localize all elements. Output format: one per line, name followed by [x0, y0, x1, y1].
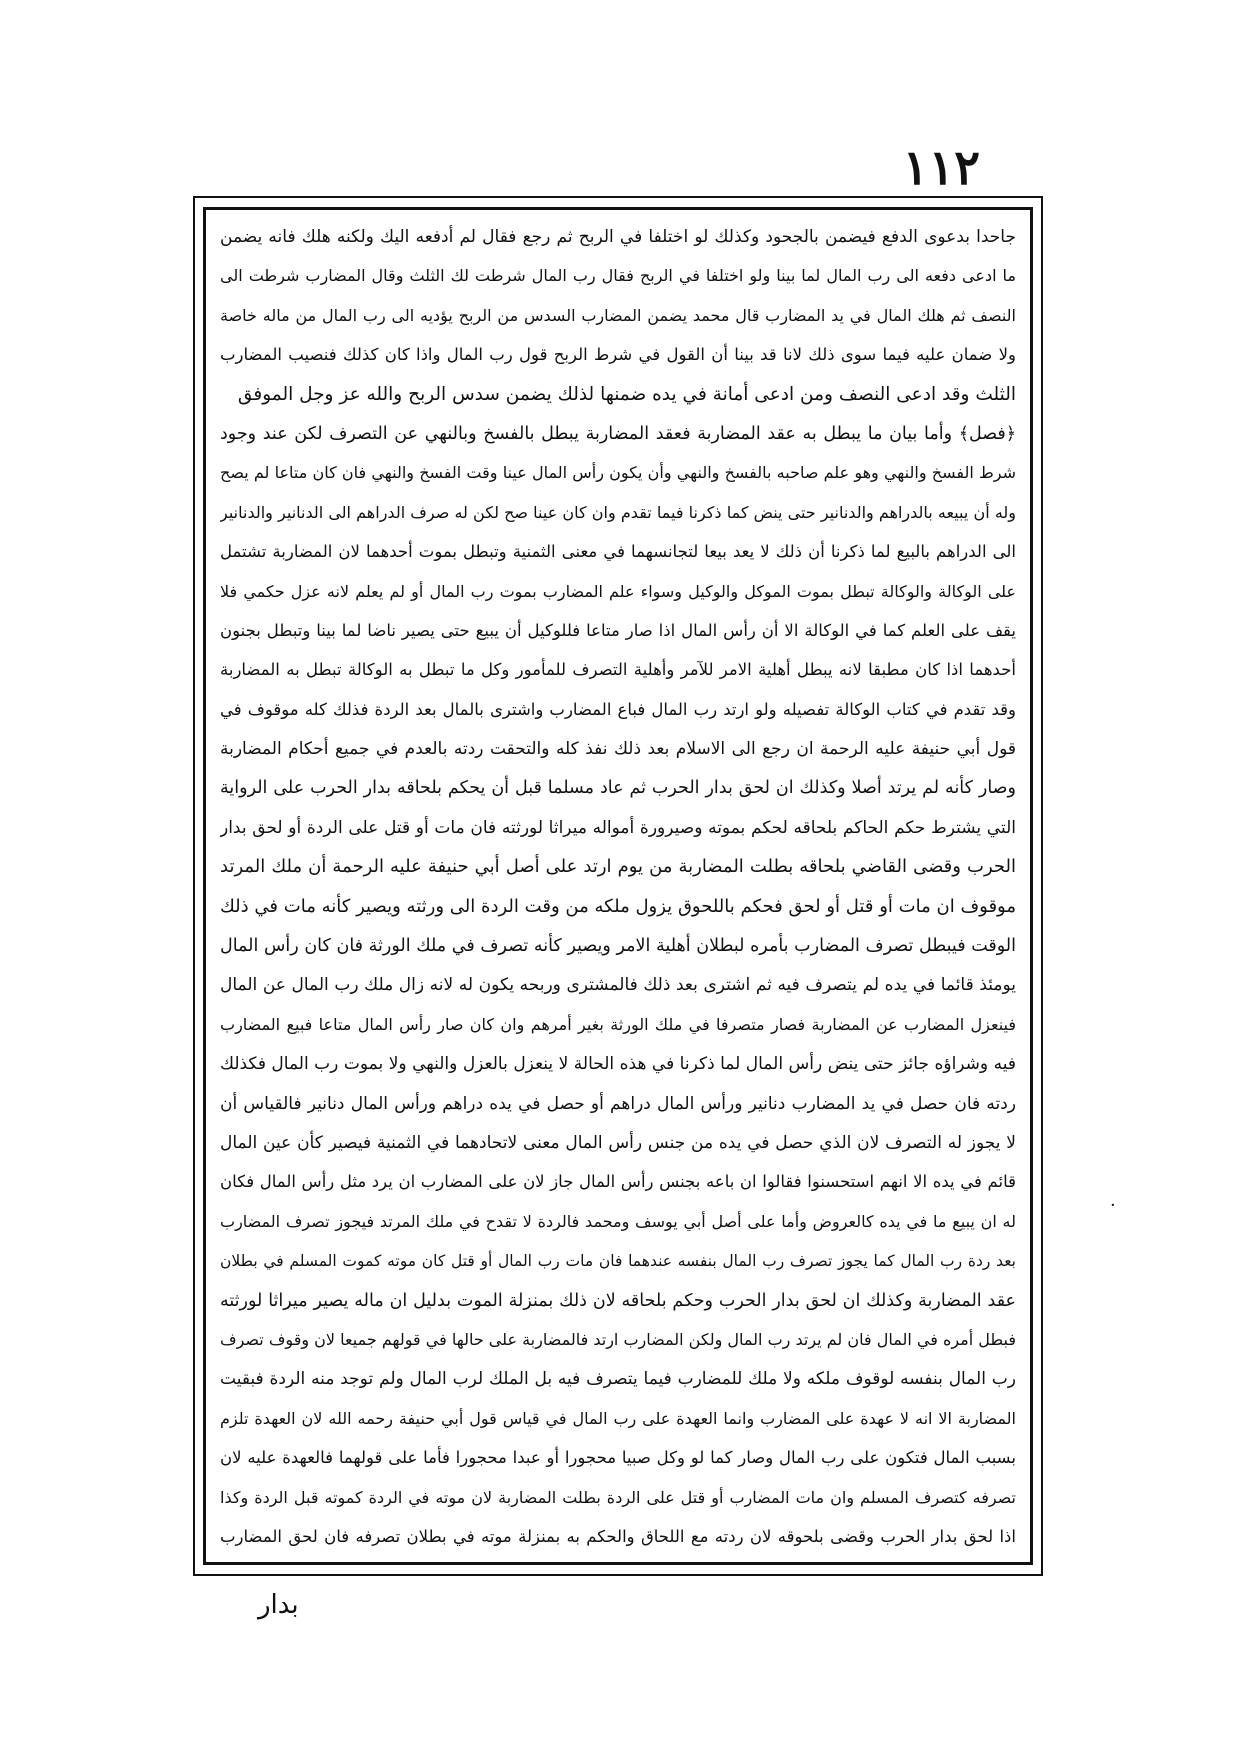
margin-mark: · [1110, 1195, 1116, 1216]
catchword: بدار [258, 1590, 299, 1620]
text-line: على الوكالة والوكالة تبطل بموت الموكل والوكيل وسواء علم المضارب بموت رب المال أو لم يعلم لانه عزل حكمي فلا [220, 581, 1016, 601]
text-line: فيه وشراؤه جائز حتى ينض رأس المال لما ذكرنا في هذه الحالة لا ينعزل بالعزل والنهي ولا بموت رب المال فكذلك [220, 1054, 1016, 1075]
text-line: ما ادعى دفعه الى رب المال لما بينا ولو اختلفا في الربح فقال رب المال شرطت لك الثلث وقال المضارب شرطت الى [220, 266, 1016, 286]
text-line: اذا لحق بدار الحرب وقضى بلحوقه لان ردته مع اللحاق والحكم به بمنزلة موته في بطلان تصرفه فان لحق المضارب [220, 1526, 1016, 1546]
text-line: وصار كأنه لم يرتد أصلا وكذلك ان لحق بدار الحرب ثم عاد مسلما قبل أن يحكم بلحاقه بدار الحرب على الرواية [220, 778, 1016, 799]
text-line: فبطل أمره في المال فان لم يرتد رب المال ولكن المضارب ارتد فالمضاربة على حالها في قولهم جميعا لان وقوف تصرف [220, 1329, 1016, 1349]
text-line: الثلث وقد ادعى النصف ومن ادعى أمانة في يده ضمنها لذلك يضمن سدس الربح والله عز وجل الموفق [237, 383, 1016, 405]
text-line: الحرب وقضى القاضي بلحاقه بطلت المضاربة من يوم ارتد على أصل أبي حنيفة عليه الرحمة أن ملك المرتد [220, 856, 1016, 878]
text-line: لا يجوز له التصرف لان الذي حصل في يده من جنس رأس المال معنى لاتحادهما في الثمنية فيصير كأن عين المال [220, 1132, 1016, 1153]
text-line: تصرفه كتصرف المسلم وان مات المضارب أو قتل على الردة بطلت المضاربة لان موته في الردة كموته قبل الردة وكذا [220, 1487, 1016, 1507]
page-number: ١١٢ [902, 140, 980, 196]
text-line: ولا ضمان عليه فيما سوى ذلك لانا قد بينا أن القول في شرط الربح قول رب المال واذا كان كذلك فنصيب المضارب [220, 345, 1016, 365]
text-line: بعد ردة رب المال كما يجوز تصرف رب المال بنفسه عندهما فان مات رب المال أو قتل كان موته كموت المسلم في بطلان [220, 1252, 1016, 1271]
text-line: شرط الفسخ والنهي وهو علم صاحبه بالفسخ والنهي وأن يكون رأس المال عينا وقت الفسخ والنهي فان كان متاعا لم يصح [220, 463, 1016, 483]
text-line: جاحدا بدعوى الدفع فيضمن بالجحود وكذلك لو اختلفا في الربح ثم رجع فقال لم أدفعه اليك ولكنه هلك فانه يضمن [220, 227, 1016, 247]
text-line: وله أن يبيعه بالدراهم والدنانير حتى ينض كما ذكرنا فيما تقدم وان كان عينا صح لكن له صرف الدراهم الى الدنانير والدنانير [220, 502, 1016, 522]
text-line: له ان يبيع ما في يده كالعروض وأما على أصل أبي يوسف ومحمد فالردة لا تقدح في ملك المرتد فيجوز تصرف المضارب [220, 1211, 1016, 1231]
text-line: المضاربة الا انه لا عهدة على المضارب وانما العهدة على رب المال في قياس قول أبي حنيفة رحمه الله لان العهدة تلزم [220, 1408, 1016, 1428]
text-line: رب المال بنفسه لوقوف ملكه ولا ملك للمضارب فيما يتصرف فيه بل الملك لرب المال ولم توجد منه الردة فبقيت [220, 1369, 1016, 1390]
text-line: عقد المضاربة وكذلك ان لحق بدار الحرب وحكم بلحاقه لان ذلك بمنزلة الموت بدليل ان ماله يصير ميراثا لورثته [220, 1290, 1016, 1311]
text-line: بسبب المال فتكون على رب المال وصار كما لو وكل صبيا محجورا أو عبدا محجورا فأما على قولهما فالعهدة عليه لان [220, 1448, 1016, 1468]
page-border-inner [203, 207, 1033, 1565]
text-line: وقد تقدم في كتاب الوكالة تفصيله ولو ارتد رب المال فباع المضارب واشترى بالمال بعد الردة فذلك كله موقوف في [220, 699, 1016, 719]
text-line: ردته فان حصل في يد المضارب دنانير ورأس المال دراهم أو حصل في يده دراهم ورأس المال دنانير فالقياس أن [220, 1093, 1016, 1114]
text-line: فينعزل المضارب عن المضاربة فصار متصرفا في ملك الورثة بغير أمرهم وان كان صار رأس المال متاعا فبيع المضارب [220, 1014, 1016, 1034]
text-line: يومئذ قائما في يده لم يتصرف فيه ثم اشترى بعد ذلك فالمشترى وربحه يكون له لانه زال ملك رب المال عن المال [220, 975, 1016, 996]
text-line: أحدهما اذا كان مطبقا لانه يبطل أهلية الامر للآمر وأهلية التصرف للمأمور وكل ما تبطل به الوكالة تبطل به المضاربة [220, 660, 1016, 680]
text-line: موقوف ان مات أو قتل أو لحق فحكم باللحوق يزول ملكه من وقت الردة الى ورثته ويصير كأنه مات في ذلك [220, 895, 1016, 917]
text-line: قول أبي حنيفة عليه الرحمة ان رجع الى الاسلام بعد ذلك نفذ كله والتحقت ردته بالعدم في جميع أحكام المضاربة [220, 739, 1016, 760]
text-line: يقف على العلم كما في الوكالة الا أن رأس المال اذا صار متاعا فللوكيل أن يبيع حتى يصير ناضا لما بينا وتبطل بجنون [220, 620, 1016, 640]
text-line: الوقت فيبطل تصرف المضارب بأمره لبطلان أهلية الامر ويصير كأنه تصرف في ملك الورثة فان كان رأس المال [220, 936, 1016, 957]
text-line: قائم في يده الا انهم استحسنوا فقالوا ان باعه بجنس رأس المال جاز لان على المضارب ان يرد مثل رأس المال فكان [220, 1172, 1016, 1192]
text-line: ﴿فصل﴾ وأما بيان ما يبطل به عقد المضاربة فعقد المضاربة يبطل بالفسخ وبالنهي عن التصرف لكن عند وجود [220, 423, 1016, 444]
text-line: التي يشترط حكم الحاكم بلحاقه لحكم بموته وصيرورة أمواله ميراثا لورثته فان مات أو قتل على الردة أو لحق بدار [220, 817, 1016, 838]
text-line: الى الدراهم بالبيع لما ذكرنا أن ذلك لا يعد بيعا لتجانسهما في معنى الثمنية وتبطل بموت أحدهما لان المضاربة تشتمل [220, 542, 1016, 562]
text-line: النصف ثم هلك المال في يد المضارب قال محمد يضمن المضارب السدس من الربح يؤديه الى رب المال من ماله خاصة [220, 305, 1016, 325]
text-body [220, 220, 1016, 1554]
